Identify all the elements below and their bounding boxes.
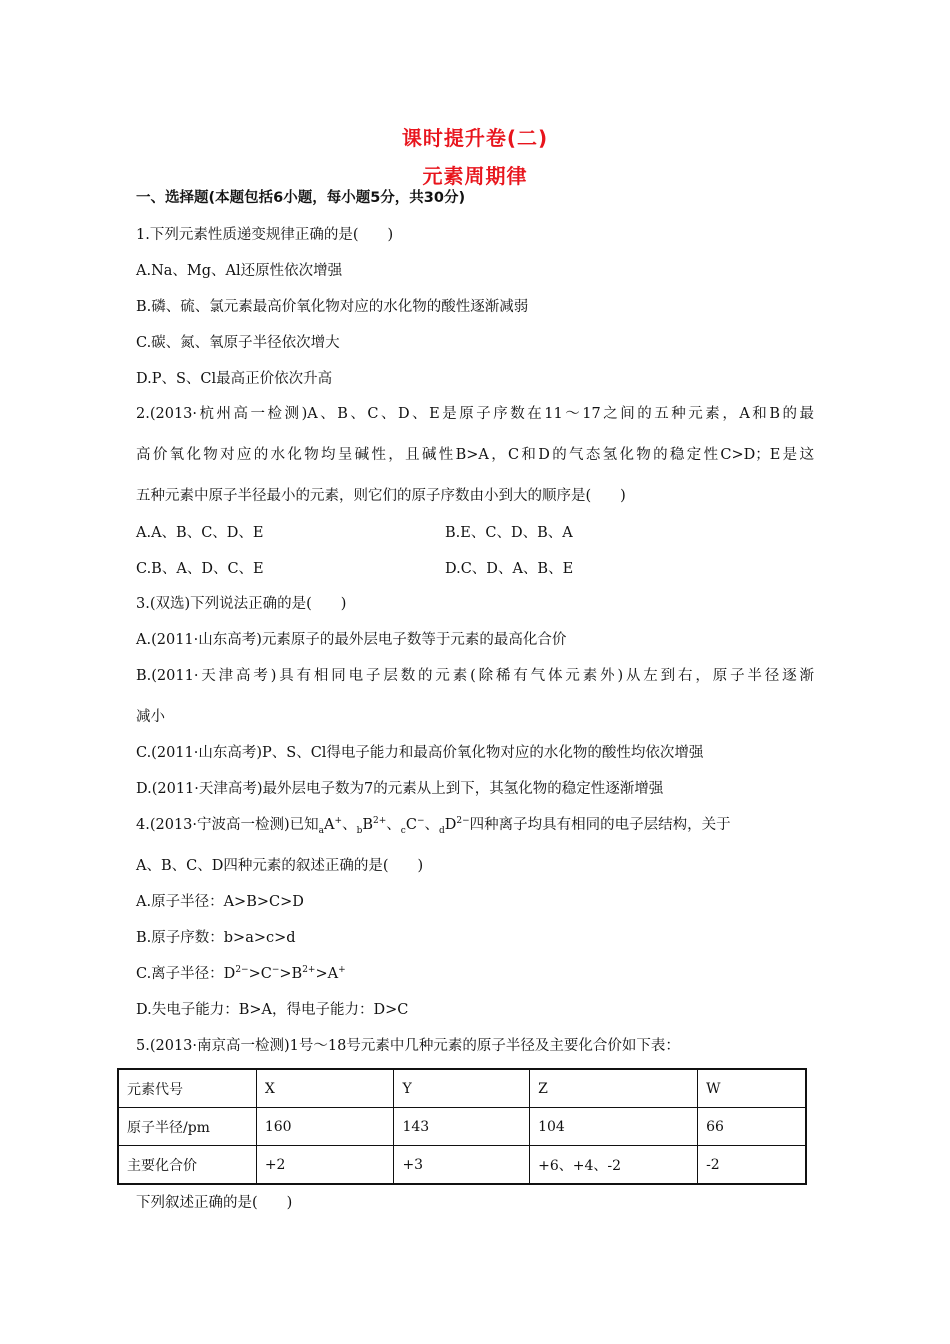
q4-stem-suffix: 四种离子均具有相同的电子层结构，关于 <box>469 817 731 833</box>
q1-option-d: D.P、S、Cl最高正价依次升高 <box>136 371 333 387</box>
table-cell: Z <box>530 1069 698 1108</box>
table-cell: 原子半径/pm <box>118 1108 256 1146</box>
ion-d-number: d <box>438 825 445 836</box>
q3-option-c: C.(2011·山东高考)P、S、Cl得电子能力和最高价氧化物对应的水化物的酸性均依次增强 <box>136 745 704 761</box>
ion-d-symbol: D <box>444 817 457 833</box>
ion-c-symbol: C <box>405 817 417 833</box>
section-heading: 一、选择题(本题包括6小题，每小题5分，共30分) <box>136 190 466 206</box>
ion-c-number: c <box>400 825 406 836</box>
q3-stem: 3.(双选)下列说法正确的是( ) <box>136 596 347 612</box>
q5-stem: 5.(2013·南京高一检测)1号～18号元素中几种元素的原子半径及主要化合价如下表： <box>136 1038 680 1054</box>
q1-option-a: A.Na、Mg、Al还原性依次增强 <box>136 263 343 279</box>
table-cell: 160 <box>256 1108 394 1146</box>
table-cell: Y <box>394 1069 530 1108</box>
q2-stem-line-2: 高价氧化物对应的水化物均呈碱性，且碱性B>A，C和D的气态氢化物的稳定性C>D；E是这 <box>136 447 814 463</box>
table-cell: X <box>256 1069 394 1108</box>
q2-option-c: C.B、A、D、C、E <box>136 561 264 577</box>
q2-option-a: A.A、B、C、D、E <box>136 525 264 541</box>
compare-2: >B <box>279 966 303 982</box>
table-cell: 104 <box>530 1108 698 1146</box>
a-ion-charge: + <box>338 965 346 976</box>
ion-a-charge: + <box>334 816 343 827</box>
ion-d-charge: 2− <box>456 816 470 827</box>
table-row <box>118 1108 806 1146</box>
q2-option-d: D.C、D、A、B、E <box>445 561 574 577</box>
q4-option-c-prefix: C.离子半径：D <box>136 966 236 982</box>
d-ion-charge: 2− <box>235 965 249 976</box>
table-row <box>118 1146 806 1185</box>
ion-a-number: a <box>318 825 325 836</box>
table-cell: 主要化合价 <box>118 1146 256 1185</box>
c-ion-charge: − <box>271 965 280 976</box>
ion-b-charge: 2+ <box>373 816 387 827</box>
q2-stem-line-1: 2.(2013·杭州高一检测)A、B、C、D、E是原子序数在11～17之间的五种元素，A和B的最 <box>136 406 814 422</box>
q3-option-b-line-1: B.(2011·天津高考)具有相同电子层数的元素(除稀有气体元素外)从左到右，原子半径逐渐 <box>136 668 814 684</box>
b-ion-charge: 2+ <box>302 965 316 976</box>
table-header-row <box>118 1069 806 1108</box>
q4-stem-line-1 <box>136 815 731 835</box>
ion-a-symbol: A <box>324 817 335 833</box>
table-cell: 66 <box>698 1108 806 1146</box>
q2-option-b: B.E、C、D、B、A <box>445 525 573 541</box>
q2-stem-line-3: 五种元素中原子半径最小的元素，则它们的原子序数由小到大的顺序是( ) <box>136 488 626 504</box>
table-cell: +2 <box>256 1146 394 1185</box>
ion-b-symbol: B <box>362 817 373 833</box>
ion-separator: 、 <box>386 817 401 833</box>
page-subtitle: 元素周期律 <box>422 164 528 188</box>
element-data-table <box>117 1068 807 1185</box>
compare-3: >A <box>315 966 339 982</box>
q3-option-d: D.(2011·天津高考)最外层电子数为7的元素从上到下，其氢化物的稳定性逐渐增强 <box>136 781 664 797</box>
ion-b-number: b <box>356 825 363 836</box>
table-cell: -2 <box>698 1146 806 1185</box>
q1-option-b: B.磷、硫、氯元素最高价氧化物对应的水化物的酸性逐渐减弱 <box>136 299 529 315</box>
table-cell: W <box>698 1069 806 1108</box>
q4-option-c <box>136 964 346 984</box>
table-cell: 143 <box>394 1108 530 1146</box>
ion-c-charge: − <box>416 816 425 827</box>
table-cell: +3 <box>394 1146 530 1185</box>
q5-follow-up: 下列叙述正确的是( ) <box>136 1195 293 1211</box>
q3-option-a: A.(2011·山东高考)元素原子的最外层电子数等于元素的最高化合价 <box>136 632 567 648</box>
q1-option-c: C.碳、氮、氧原子半径依次增大 <box>136 335 340 351</box>
table-cell: 元素代号 <box>118 1069 256 1108</box>
table-cell: +6、+4、-2 <box>530 1146 698 1185</box>
q3-option-b-line-2: 减小 <box>136 709 165 725</box>
compare-1: >C <box>248 966 272 982</box>
q4-option-d: D.失电子能力：B>A，得电子能力：D>C <box>136 1002 409 1018</box>
page-title: 课时提升卷(二) <box>401 126 549 150</box>
ion-separator: 、 <box>424 817 439 833</box>
ion-separator: 、 <box>342 817 357 833</box>
q4-stem-prefix: 4.(2013·宁波高一检测)已知 <box>136 817 319 833</box>
q4-option-b: B.原子序数：b>a>c>d <box>136 930 296 946</box>
q4-stem-line-2: A、B、C、D四种元素的叙述正确的是( ) <box>136 858 424 874</box>
q1-stem: 1.下列元素性质递变规律正确的是( ) <box>136 227 394 243</box>
q4-option-a: A.原子半径：A>B>C>D <box>136 894 304 910</box>
